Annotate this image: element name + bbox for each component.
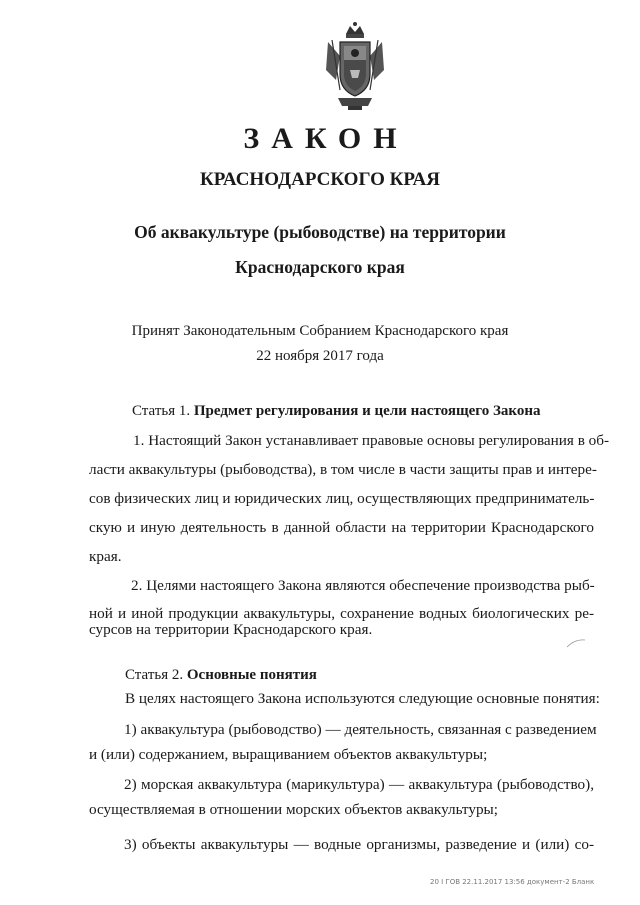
adoption-line: Принят Законодательным Собранием Краснодарского края — [131, 323, 509, 339]
article-2-title: Основные понятия — [186, 667, 317, 683]
krasnodar-coat-of-arms-icon — [322, 20, 388, 112]
article-2-line: 1) аквакультура (рыбоводство) — деятельность, связанная с разведением — [124, 721, 597, 738]
region-title: КРАСНОДАРСКОГО КРАЯ — [199, 169, 441, 190]
article-2-heading — [125, 666, 317, 684]
article-1-title: Предмет регулирования и цели настоящего Закона — [193, 403, 541, 419]
article-1-p1-line: 1. Настоящий Закон устанавливает правовые основы регулирования в об- — [133, 432, 610, 449]
article-2-line: и (или) содержанием, выращиванием объектов аквакультуры; — [89, 746, 488, 763]
article-2-line: В целях настоящего Закона используются следующие основные понятия: — [125, 690, 600, 707]
article-1-p1-line: сов физических лиц и юридических лиц, осуществляющих предприниматель- — [89, 490, 595, 507]
law-title: ЗАКОН — [243, 122, 409, 155]
article-2-line: осуществляемая в отношении морских объектов аквакультуры; — [89, 801, 498, 818]
article-2-line: 2) морская аквакультура (марикультура) — аквакультура (рыбоводство), — [124, 776, 594, 793]
pen-mark-icon — [565, 637, 587, 649]
fax-stamp: 20 I ГОВ 22.11.2017 13:56 документ-2 Бланк — [430, 878, 595, 886]
article-1-p1-line: ласти аквакультуры (рыбоводства), в том числе в части защиты прав и интере- — [89, 461, 597, 478]
law-subject-line-2: Краснодарского края — [235, 257, 405, 277]
adoption-date: 22 ноября 2017 года — [256, 348, 384, 364]
law-subject-line-1: Об аквакультуре (рыбоводстве) на территории — [134, 222, 506, 242]
article-1-p2-line: 2. Целями настоящего Закона являются обеспечение производства рыб- — [131, 577, 595, 594]
article-1-heading — [132, 402, 540, 420]
article-2-line: 3) объекты аквакультуры — водные организмы, разведение и (или) со- — [124, 836, 594, 853]
article-1-prefix: Статья 1. — [132, 403, 194, 419]
article-1-p1-line: скую и иную деятельность в данной области на территории Краснодарского — [89, 519, 594, 536]
article-1-p2-line: сурсов на территории Краснодарского края. — [89, 621, 373, 638]
article-1-p1-line: края. — [89, 548, 122, 565]
article-2-prefix: Статья 2. — [125, 667, 187, 683]
article-1-p2-line: ной и иной продукции аквакультуры, сохранение водных биологических ре- — [89, 605, 594, 622]
